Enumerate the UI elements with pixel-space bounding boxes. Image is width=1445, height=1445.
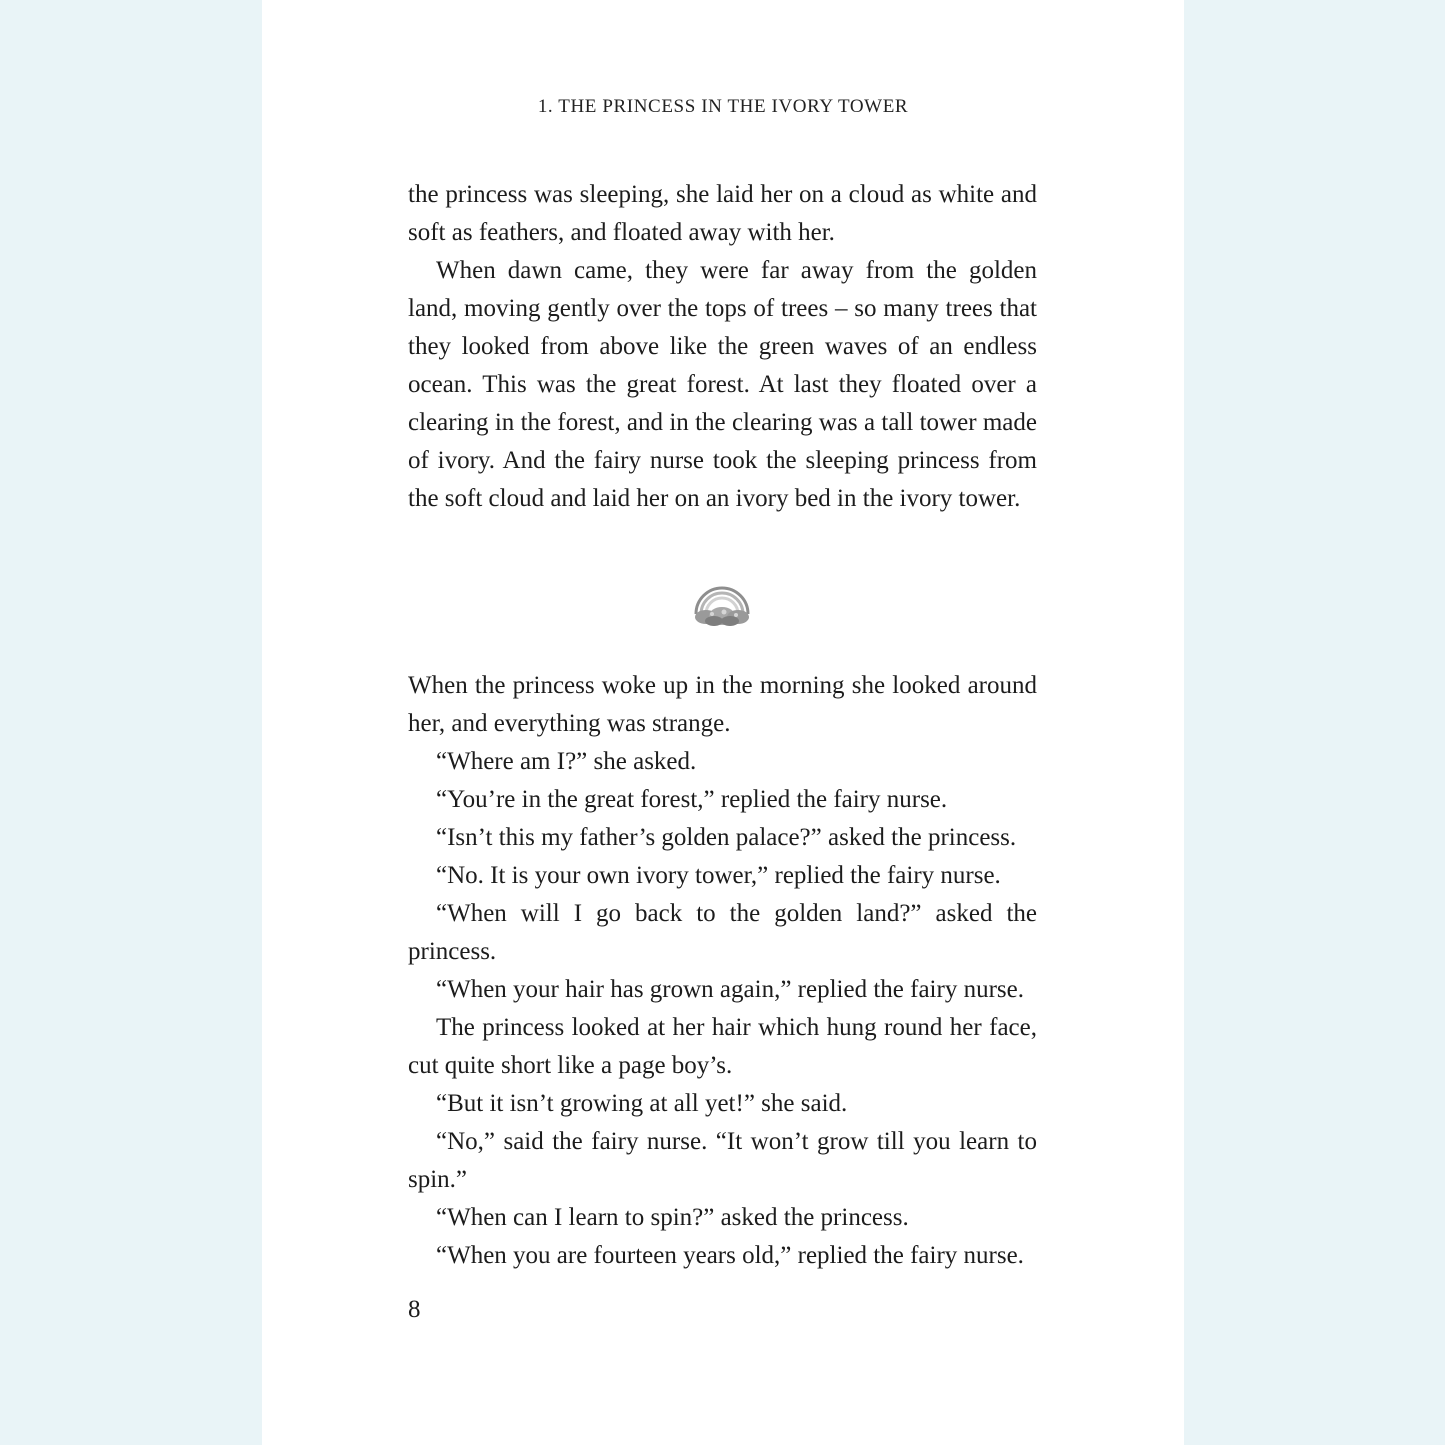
- paragraph: “Isn’t this my father’s golden palace?” asked the princess.: [436, 824, 1017, 851]
- paragraph: “When your hair has grown again,” replied the fairy nurse.: [436, 976, 1024, 1003]
- paragraph: “No,” said the fairy nurse. “It won’t grow till you learn to spin.”: [408, 1128, 1037, 1193]
- paragraph: “When you are fourteen years old,” replied the fairy nurse.: [436, 1242, 1024, 1269]
- paragraph: “When will I go back to the golden land?” asked the princess.: [408, 900, 1037, 965]
- book-page: [262, 0, 1184, 1445]
- paragraph: “No. It is your own ivory tower,” replied the fairy nurse.: [436, 862, 1001, 889]
- paragraph: the princess was sleeping, she laid her on a cloud as white and soft as feathers, and floated away with her.: [408, 181, 1037, 246]
- page-number: 8: [408, 1296, 421, 1323]
- paragraph: The princess looked at her hair which hung round her face, cut quite short like a page boy’s.: [408, 1014, 1037, 1079]
- paragraph: “But it isn’t growing at all yet!” she said.: [436, 1090, 848, 1117]
- text-block-bottom: [408, 667, 1037, 1275]
- paragraph: When dawn came, they were far away from the golden land, moving gently over the tops of trees – so many trees that they looked from above like the green waves of an endless ocean. This was the great forest. At last they floated over a clearing in the forest, and in the clearing was a tall tower made of ivory. And the fairy nurse took the sleeping princess from the soft cloud and laid her on an ivory bed in the ivory tower.: [408, 257, 1037, 512]
- paragraph: “Where am I?” she asked.: [436, 748, 697, 775]
- rainbow-cloud-icon: [690, 576, 754, 628]
- paragraph: “When can I learn to spin?” asked the princess.: [436, 1204, 909, 1231]
- paragraph: “You’re in the great forest,” replied the fairy nurse.: [436, 786, 948, 813]
- text-block-top: [408, 176, 1037, 518]
- running-head: 1. THE PRINCESS IN THE IVORY TOWER: [537, 96, 909, 117]
- paragraph: When the princess woke up in the morning she looked around her, and everything was strange.: [408, 672, 1037, 737]
